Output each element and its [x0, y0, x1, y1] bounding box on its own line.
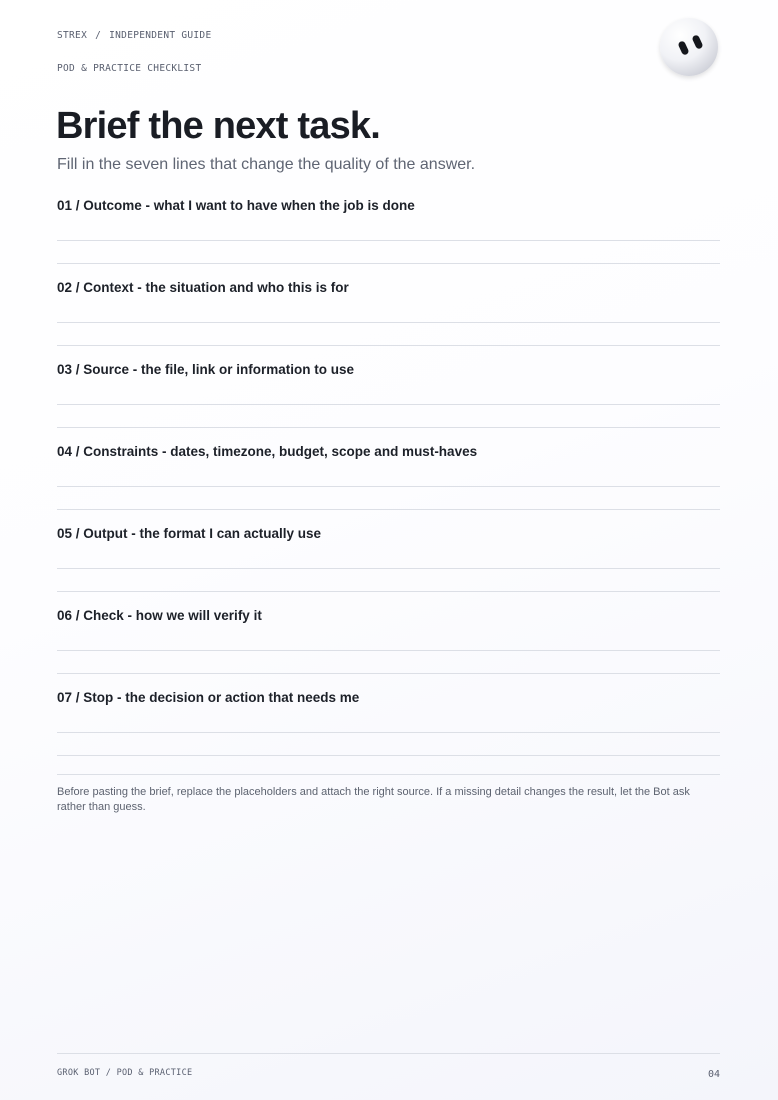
- smiley-face-icon: [660, 18, 718, 76]
- write-in-line[interactable]: [57, 427, 720, 428]
- brief-field-constraints: [57, 443, 720, 525]
- brief-field-source: [57, 361, 720, 443]
- field-label: 05 / Output - the format I can actually use: [57, 526, 322, 541]
- divider: [57, 774, 720, 775]
- write-in-line[interactable]: [57, 509, 720, 510]
- field-label: 01 / Outcome - what I want to have when the job is done: [57, 198, 415, 213]
- brief-field-check: [57, 607, 720, 689]
- write-in-line[interactable]: [57, 404, 720, 405]
- page-title: Brief the next task.: [56, 105, 380, 147]
- field-label: 04 / Constraints - dates, timezone, budget, scope and must-haves: [57, 444, 478, 459]
- brand-label: STREX: [57, 30, 88, 41]
- write-in-line[interactable]: [57, 650, 720, 651]
- write-in-line[interactable]: [57, 322, 720, 323]
- mascot-left-eye: [677, 40, 689, 56]
- write-in-line[interactable]: [57, 732, 720, 733]
- breadcrumb: [57, 30, 211, 41]
- write-in-line[interactable]: [57, 345, 720, 346]
- breadcrumb-separator: /: [95, 30, 102, 41]
- write-in-line[interactable]: [57, 755, 720, 756]
- write-in-line[interactable]: [57, 486, 720, 487]
- section-label: POD & PRACTICE CHECKLIST: [57, 63, 202, 74]
- instruction-note: Before pasting the brief, replace the placeholders and attach the right source. If a missing detail changes the result, let the Bot ask rather than guess.: [57, 786, 690, 813]
- brief-field-output: [57, 525, 720, 607]
- write-in-line[interactable]: [57, 568, 720, 569]
- page-number: 04: [707, 1069, 720, 1080]
- write-in-line[interactable]: [57, 673, 720, 674]
- brief-checklist: [57, 197, 720, 771]
- page-subtitle: Fill in the seven lines that change the quality of the answer.: [57, 156, 476, 173]
- write-in-line[interactable]: [57, 240, 720, 241]
- field-label: 07 / Stop - the decision or action that needs me: [57, 690, 360, 705]
- field-label: 02 / Context - the situation and who this is for: [57, 280, 349, 295]
- brief-field-outcome: [57, 197, 720, 279]
- footer-divider: [57, 1053, 720, 1054]
- write-in-line[interactable]: [57, 591, 720, 592]
- write-in-line[interactable]: [57, 263, 720, 264]
- guide-label: INDEPENDENT GUIDE: [109, 30, 212, 41]
- mascot-right-eye: [691, 34, 703, 50]
- field-label: 03 / Source - the file, link or information to use: [57, 362, 355, 377]
- footer-label: GROK BOT / POD & PRACTICE: [57, 1068, 193, 1078]
- brief-field-context: [57, 279, 720, 361]
- field-label: 06 / Check - how we will verify it: [57, 608, 262, 623]
- brief-field-stop: [57, 689, 720, 771]
